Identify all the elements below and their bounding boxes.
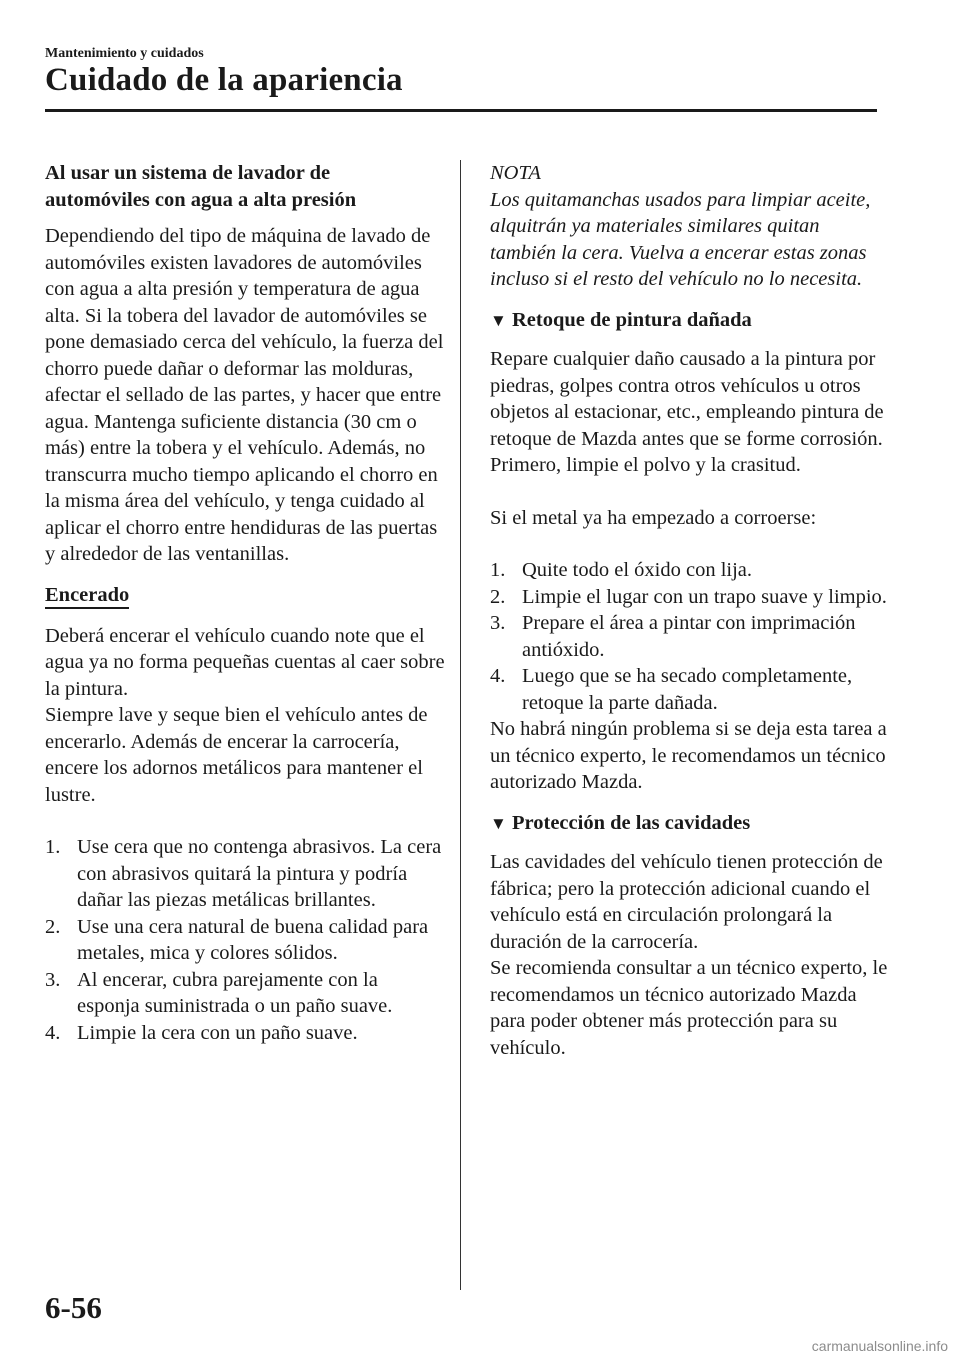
list-item (45, 834, 445, 914)
list-item-text: Use cera que no contenga abrasivos. La cera con abrasivos quitará la pintura y podría dañar las piezas metálicas brillantes. (77, 836, 442, 911)
list-item-text: Prepare el área a pintar con imprimación antióxido. (522, 612, 856, 661)
section-label: Mantenimiento y cuidados (45, 46, 204, 61)
right-column (490, 160, 890, 1061)
corrosion-intro: Si el metal ya ha empezado a corroerse: (490, 506, 817, 529)
list-item-text: Quite todo el óxido con lija. (522, 559, 753, 581)
cavity-paragraph-2: Se recomienda consultar a un técnico experto, le recomendamos un técnico autorizado Mazda para poder obtener más protección para su vehículo. (490, 957, 888, 1059)
list-item-number: 2. (490, 585, 506, 608)
list-item-text: Limpie el lugar con un trapo suave y limpio. (522, 585, 887, 608)
list-item-text: Al encerar, cubra parejamente con la esponja suministrada o un paño suave. (77, 968, 393, 1017)
cavity-heading (490, 810, 890, 838)
list-item-number: 3. (45, 968, 61, 991)
retouch-heading-text: Retoque de pintura dañada (512, 308, 752, 331)
list-item-number: 3. (490, 612, 506, 634)
page-title: Cuidado de la apariencia (45, 62, 403, 98)
list-item-number: 4. (45, 1021, 61, 1044)
list-item (490, 663, 890, 716)
list-item-text: Luego que se ha secado completamente, retoque la parte dañada. (522, 665, 853, 714)
list-item (490, 610, 890, 663)
pressure-wash-heading-line2: automóviles con agua a alta presión (45, 188, 357, 211)
list-item-number: 1. (45, 836, 61, 858)
list-item (490, 584, 890, 611)
waxing-steps-list (45, 834, 445, 1046)
list-item-number: 2. (45, 915, 61, 938)
waxing-paragraph-2: Siempre lave y seque bien el vehículo antes de encerarlo. Además de encerar la carrocería, encere los adornos metálicos para mantener el lustre. (45, 704, 428, 806)
list-item (45, 914, 445, 967)
page-number: 6-56 (45, 1290, 102, 1325)
pressure-wash-heading (45, 160, 445, 213)
list-item (45, 1020, 445, 1047)
column-divider (460, 160, 461, 1290)
waxing-paragraph-1: Deberá encerar el vehículo cuando note que el agua ya no forma pequeñas cuentas al caer sobre la pintura. (45, 624, 445, 700)
list-item-text: Limpie la cera con un paño suave. (77, 1021, 358, 1044)
pressure-wash-paragraph: Dependiendo del tipo de máquina de lavado de automóviles existen lavadores de automóviles con agua a alta presión y temperatura de agua alta. Si la tobera del lavador de automóviles se pone demasiado cerca del vehículo, la fuerza del chorro puede dañar o deformar las molduras, afectar el sellado de las partes, y hacer que entre agua. Mantenga suficiente distancia (30 cm o más) entre la tobera y el vehículo. Además, no transcurra mucho tiempo aplicando el chorro en la misma área del vehículo, y tenga cuidado al aplicar el chorro entre hendiduras de las puertas y alrededor de las ventanillas. (45, 225, 444, 565)
cavity-paragraph-1: Las cavidades del vehículo tienen protección de fábrica; pero la protección adicional cuando el vehículo está en circulación prolongará la duración de la carrocería. (490, 851, 883, 953)
note-title: NOTA (490, 162, 541, 184)
retouch-paragraph: Repare cualquier daño causado a la pintura por piedras, golpes contra otros vehículos u otros objetos al estacionar, etc., empleando pintura de retoque de Mazda antes que se forme corrosión. Primero, limpie el polvo y la crasitud. (490, 348, 884, 476)
list-item (490, 557, 890, 584)
list-item-text: Use una cera natural de buena calidad para metales, mica y colores sólidos. (77, 915, 429, 964)
note-text: Los quitamanchas usados para limpiar aceite, alquitrán ya materiales similares quitan también la cera. Vuelva a encerar estas zonas incluso si el resto del vehículo no lo necesita. (490, 188, 871, 290)
cavity-heading-text: Protección de las cavidades (512, 811, 751, 834)
retouch-closing: No habrá ningún problema si se deja esta tarea a un técnico experto, le recomendamos un técnico autorizado Mazda. (490, 718, 887, 793)
pressure-wash-heading-line1: Al usar un sistema de lavador de (45, 162, 331, 184)
list-item-number: 1. (490, 559, 506, 581)
left-column (45, 160, 445, 1046)
corrosion-steps-list (490, 557, 890, 716)
waxing-heading: Encerado (45, 584, 129, 609)
triangle-bullet-icon: ▼ (490, 310, 507, 330)
list-item (45, 967, 445, 1020)
triangle-bullet-icon: ▼ (490, 813, 507, 833)
watermark: carmanualsonline.info (811, 1338, 948, 1354)
header-divider (45, 109, 877, 112)
retouch-heading (490, 307, 890, 335)
list-item-number: 4. (490, 665, 506, 687)
